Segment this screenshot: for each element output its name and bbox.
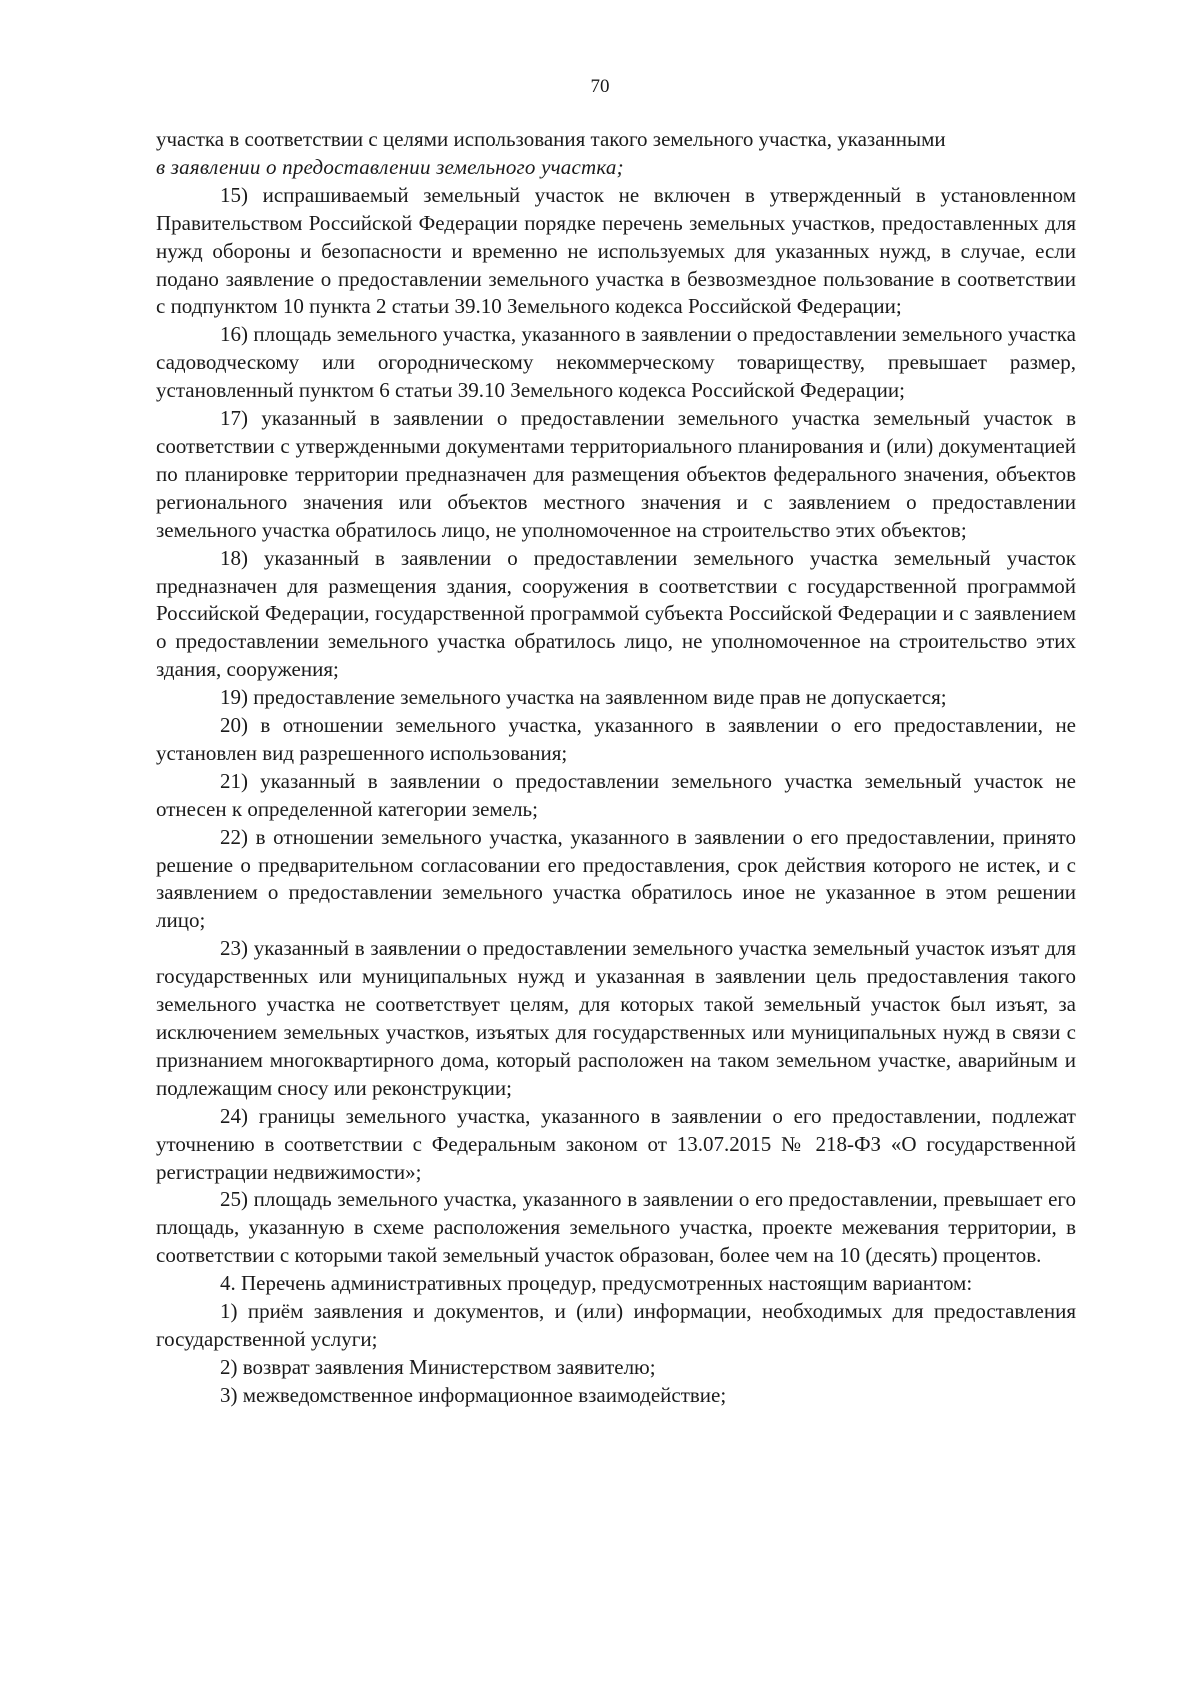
continuation-line-1: участка в соответствии с целями использования такого земельного участка, указанными — [156, 127, 946, 151]
paragraph-continuation — [156, 126, 1076, 182]
paragraph-item-19: 19) предоставление земельного участка на заявленном виде прав не допускается; — [220, 685, 947, 710]
paragraph-item-18: 18) указанный в заявлении о предоставлении земельного участка земельный участок предназначен для размещения здания, сооружения в соответствии с государственной программой Российской Федерации, государственной программой субъекта Российской Федерации и с заявлением о предоставлении земельного участка обратилось лицо, не уполномоченное на строительство этих здания, сооружения; — [156, 545, 1076, 682]
page-number: 70 — [590, 76, 610, 97]
paragraph-item-16: 16) площадь земельного участка, указанного в заявлении о предоставлении земельного участка садоводческому или огородническому некоммерческому товариществу, превышает размер, установленный пунктом 6 статьи 39.10 Земельного кодекса Российской Федерации; — [156, 322, 1076, 403]
paragraph-item-17: 17) указанный в заявлении о предоставлении земельного участка земельный участок в соответствии с утвержденными документами территориального планирования и (или) документацией по планировке территории предназначен для размещения объектов федерального значения, объектов регионального значения или объектов местного значения и с заявлением о предоставлении земельного участка обратилось лицо, не уполномоченное на строительство этих объектов; — [156, 406, 1076, 542]
paragraph-item-24: 24) границы земельного участка, указанного в заявлении о его предоставлении, подлежат уточнению в соответствии с Федеральным законом от 13.07.2015 № 218-ФЗ «О государственной регистрации недвижимости»; — [156, 1103, 1076, 1184]
paragraph-item-23: 23) указанный в заявлении о предоставлении земельного участка земельный участок изъят для государственных или муниципальных нужд и указанная в заявлении цель предоставления такого земельного участка не соответствует целям, для которых такой земельный участок был изъят, за исключением земельных участков, изъятых для государственных или муниципальных нужд в связи с признанием многоквартирного дома, который расположен на таком земельном участке, аварийным и подлежащим сносу или реконструкции; — [156, 936, 1076, 1100]
paragraph-section-4: 4. Перечень административных процедур, предусмотренных настоящим вариантом: — [220, 1271, 973, 1296]
paragraph-procedure-2: 2) возврат заявления Министерством заявителю; — [220, 1354, 656, 1379]
paragraph-item-20: 20) в отношении земельного участка, указанного в заявлении о его предоставлении, не установлен вид разрешенного использования; — [156, 713, 1076, 765]
paragraph-item-21: 21) указанный в заявлении о предоставлении земельного участка земельный участок не отнесен к определенной категории земель; — [156, 768, 1076, 821]
paragraph-procedure-1: 1) приём заявления и документов, и (или) информации, необходимых для предоставления государственной услуги; — [156, 1299, 1076, 1351]
paragraph-item-25: 25) площадь земельного участка, указанного в заявлении о его предоставлении, превышает его площадь, указанную в схеме расположения земельного участка, проекте межевания территории, в соответствии с которыми такой земельный участок образован, более чем на 10 (десять) процентов. — [156, 1187, 1076, 1268]
paragraph-procedure-3: 3) межведомственное информационное взаимодействие; — [220, 1382, 727, 1407]
paragraph-item-22: 22) в отношении земельного участка, указанного в заявлении о его предоставлении, принято решение о предварительном согласовании его предоставления, срок действия которого не истек, и с заявлением о предоставлении земельного участка обратилось иное не указанное в этом решении лицо; — [156, 824, 1076, 933]
continuation-line-2: в заявлении о предоставлении земельного участка; — [156, 154, 624, 179]
paragraph-item-15: 15) испрашиваемый земельный участок не включен в утвержденный в установленном Правительством Российской Федерации порядке перечень земельных участков, предоставленных для нужд обороны и безопасности и временно не используемых для указанных нужд, в случае, если подано заявление о предоставлении земельного участка в безвозмездное пользование в соответствии с подпунктом 10 пункта 2 статьи 39.10 Земельного кодекса Российской Федерации; — [156, 182, 1076, 319]
document-body — [156, 126, 1076, 1410]
